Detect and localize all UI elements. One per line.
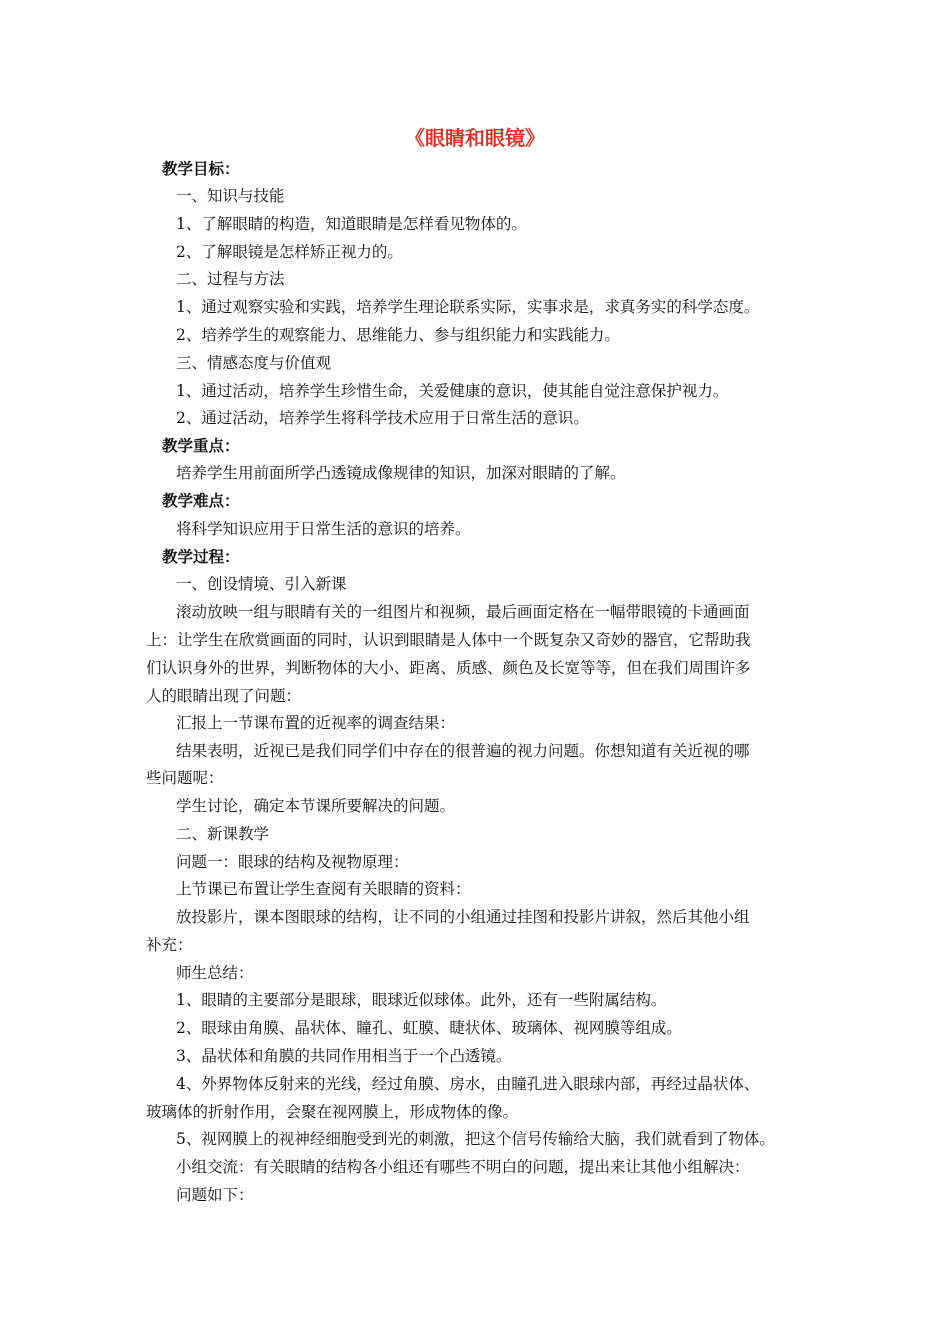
paragraph-line: 4、外界物体反射来的光线，经过角膜、房水，由瞳孔进入眼球内部，再经过晶状体、 xyxy=(176,1075,760,1093)
paragraph-line: 5、视网膜上的视神经细胞受到光的刺激，把这个信号传输给大脑，我们就看到了物体。 xyxy=(176,1130,775,1148)
paragraph-line: 学生讨论，确定本节课所要解决的问题。 xyxy=(176,797,456,815)
paragraph-line: 放投影片，课本图眼球的结构，让不同的小组通过挂图和投影片讲叙，然后其他小组 xyxy=(176,908,750,926)
paragraph-line: 滚动放映一组与眼睛有关的一组图片和视频，最后画面定格在一幅带眼镜的卡通画面 xyxy=(176,603,750,621)
paragraph-line: 玻璃体的折射作用，会聚在视网膜上，形成物体的像。 xyxy=(146,1103,519,1121)
paragraph-line: 2、了解眼镜是怎样矫正视力的。 xyxy=(176,243,403,261)
paragraph-line: 1、了解眼睛的构造，知道眼睛是怎样看见物体的。 xyxy=(176,215,527,233)
paragraph-line: 们认识身外的世界，判断物体的大小、距离、质感、颜色及长宽等等，但在我们周围许多 xyxy=(146,659,751,677)
paragraph-line: 上节课已布置让学生查阅有关眼睛的资料： xyxy=(176,880,471,898)
paragraph-line: 2、培养学生的观察能力、思维能力、参与组织能力和实践能力。 xyxy=(176,326,620,344)
paragraph-line: 二、新课教学 xyxy=(176,825,270,843)
paragraph-line: 一、创设情境、引入新课 xyxy=(176,575,347,593)
paragraph-line: 结果表明，近视已是我们同学们中存在的很普遍的视力问题。你想知道有关近视的哪 xyxy=(176,742,750,760)
paragraph-line: 补充： xyxy=(146,936,193,954)
paragraph-line: 小组交流：有关眼睛的结构各小组还有哪些不明白的问题，提出来让其他小组解决： xyxy=(176,1158,750,1176)
paragraph-line: 二、过程与方法 xyxy=(176,270,285,288)
paragraph-line: 三、情感态度与价值观 xyxy=(176,354,332,372)
paragraph-line: 人的眼睛出现了问题： xyxy=(146,687,302,705)
paragraph-line: 1、眼睛的主要部分是眼球，眼球近似球体。此外，还有一些附属结构。 xyxy=(176,991,667,1009)
paragraph-line: 培养学生用前面所学凸透镜成像规律的知识，加深对眼睛的了解。 xyxy=(176,464,626,482)
section-heading: 教学目标： xyxy=(162,160,240,178)
paragraph-line: 上：让学生在欣赏画面的同时，认识到眼睛是人体中一个既复杂又奇妙的器官，它帮助我 xyxy=(146,631,751,649)
paragraph-line: 1、通过活动，培养学生珍惜生命，关爱健康的意识，使其能自觉注意保护视力。 xyxy=(176,382,729,400)
paragraph-line: 汇报上一节课布置的近视率的调查结果： xyxy=(176,714,456,732)
section-heading: 教学重点： xyxy=(162,437,240,455)
paragraph-line: 问题一：眼球的结构及视物原理： xyxy=(176,853,409,871)
document-title: 《眼睛和眼镜》 xyxy=(405,126,545,150)
paragraph-line: 些问题呢： xyxy=(146,769,224,787)
paragraph-line: 3、晶状体和角膜的共同作用相当于一个凸透镜。 xyxy=(176,1047,512,1065)
paragraph-line: 问题如下： xyxy=(176,1186,254,1204)
paragraph-line: 将科学知识应用于日常生活的意识的培养。 xyxy=(176,520,471,538)
paragraph-line: 师生总结： xyxy=(176,964,254,982)
paragraph-line: 2、通过活动，培养学生将科学技术应用于日常生活的意识。 xyxy=(176,409,589,427)
section-heading: 教学过程： xyxy=(162,548,240,566)
paragraph-line: 一、知识与技能 xyxy=(176,187,285,205)
paragraph-line: 2、眼球由角膜、晶状体、瞳孔、虹膜、睫状体、玻璃体、视网膜等组成。 xyxy=(176,1019,682,1037)
paragraph-line: 1、通过观察实验和实践，培养学生理论联系实际，实事求是，求真务实的科学态度。 xyxy=(176,298,760,316)
section-heading: 教学难点： xyxy=(162,492,240,510)
